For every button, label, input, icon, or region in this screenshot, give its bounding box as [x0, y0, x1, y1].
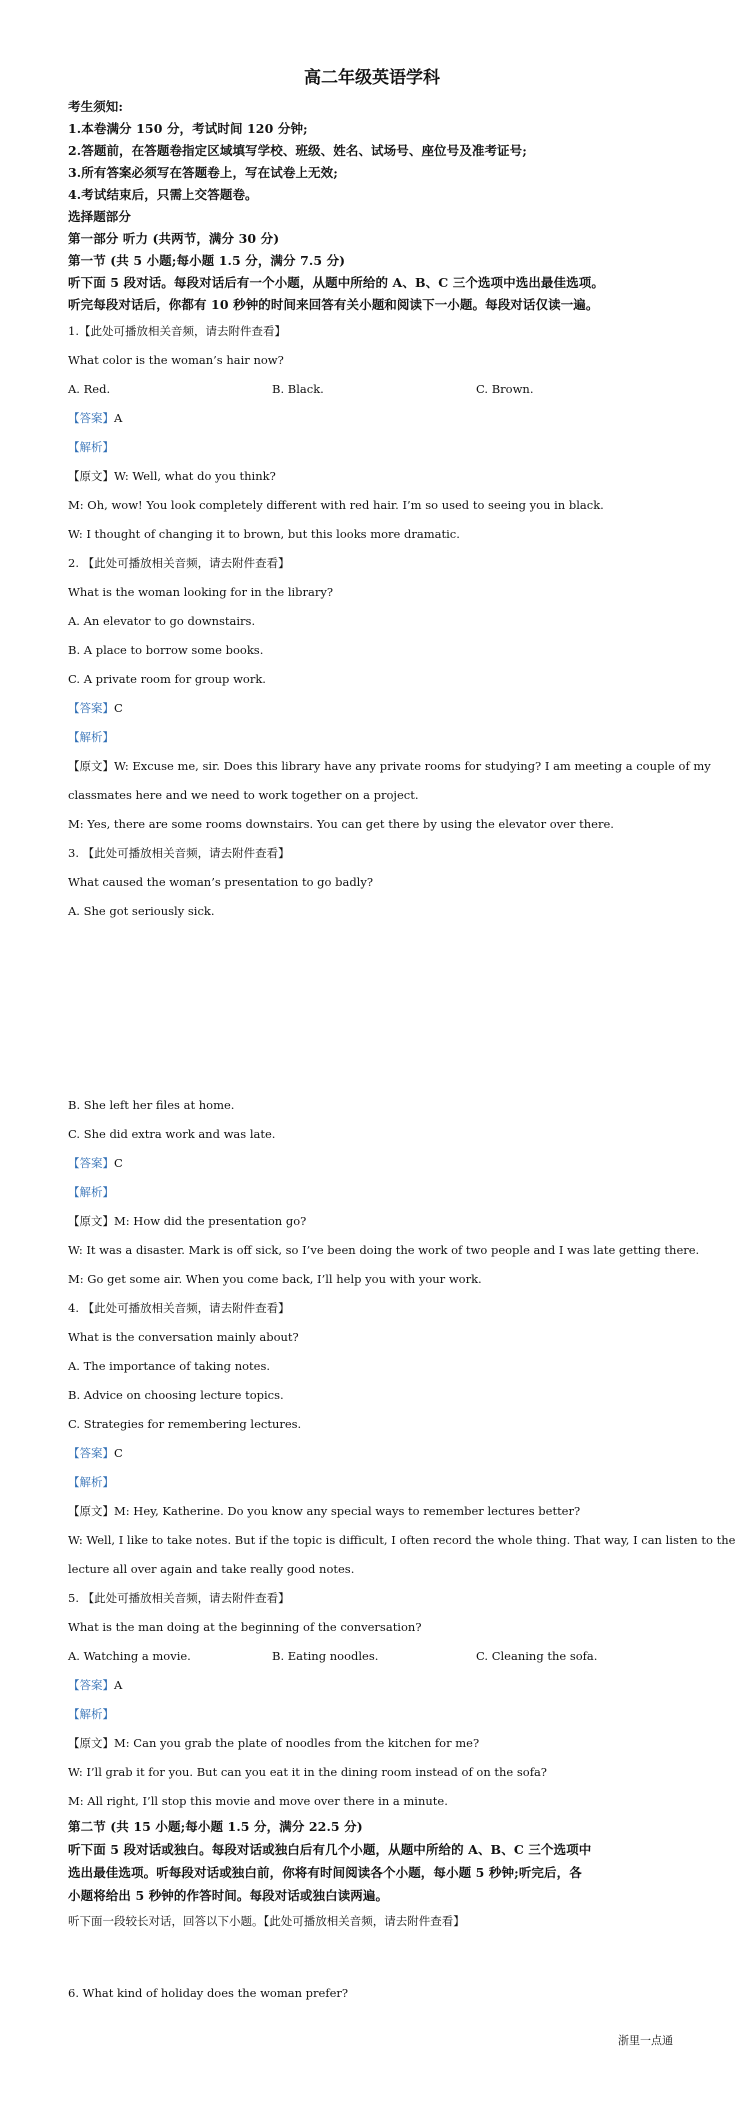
page-title: 高二年级英语学科 [304, 68, 440, 88]
answer-label: 【答案】 [68, 1156, 114, 1170]
question-text: What color is the woman’s hair now? [68, 353, 284, 367]
notice-item: 2.答题前，在答题卷指定区域填写学校、班级、姓名、试场号、座位号及准考证号; [68, 143, 527, 158]
transcript-text: M: How did the presentation go? [114, 1214, 307, 1228]
option-b: B. A place to borrow some books. [68, 643, 264, 657]
section2-instructions: 选出最佳选项。听每段对话或独白前，你将有时间阅读各个小题，每小题 5 秒钟;听完后，各 [68, 1865, 582, 1880]
notice-item: 1.本卷满分 150 分，考试时间 120 分钟; [68, 121, 308, 136]
transcript-line [68, 469, 276, 483]
audio-prompt[interactable]: 5. 【此处可播放相关音频，请去附件查看】 [68, 1591, 290, 1605]
transcript-line: W: It was a disaster. Mark is off sick, so I’ve been doing the work of two people and I was late getting there. [68, 1243, 700, 1257]
analysis-label: 【解析】 [68, 730, 114, 744]
answer-label: 【答案】 [68, 1446, 114, 1460]
question-text: What is the man doing at the beginning of the conversation? [68, 1620, 422, 1634]
section2-instructions: 小题将给出 5 秒钟的作答时间。每段对话或独白读两遍。 [68, 1888, 389, 1903]
option-c: C. Cleaning the sofa. [476, 1649, 598, 1663]
transcript-text: W: Excuse me, sir. Does this library have any private rooms for studying? I am meeting a couple of my [114, 759, 711, 773]
option-b: B. Black. [272, 382, 324, 396]
audio-prompt[interactable]: 4. 【此处可播放相关音频，请去附件查看】 [68, 1301, 290, 1315]
option-b: B. She left her files at home. [68, 1098, 235, 1112]
answer-value: A [114, 1678, 123, 1692]
notice-heading: 考生须知: [68, 99, 124, 114]
section2-heading: 第二节 (共 15 小题;每小题 1.5 分，满分 22.5 分) [68, 1819, 363, 1834]
transcript-label: 【原文】 [68, 1504, 114, 1518]
long-dialogue-note[interactable]: 听下面一段较长对话，回答以下小题。【此处可播放相关音频，请去附件查看】 [68, 1914, 465, 1928]
transcript-line [68, 1736, 479, 1750]
question-text: What caused the woman’s presentation to go badly? [68, 875, 374, 889]
option-a: A. An elevator to go downstairs. [68, 614, 256, 628]
transcript-text: W: Well, what do you think? [114, 469, 276, 483]
answer-value: C [114, 1156, 123, 1170]
answer-label: 【答案】 [68, 1678, 114, 1692]
audio-prompt[interactable]: 1.【此处可播放相关音频，请去附件查看】 [68, 324, 286, 338]
question-text: 6. What kind of holiday does the woman prefer? [68, 1986, 349, 2000]
transcript-line: classmates here and we need to work together on a project. [68, 788, 419, 802]
transcript-text: M: Can you grab the plate of noodles from the kitchen for me? [114, 1736, 480, 1750]
answer-label: 【答案】 [68, 411, 114, 425]
section1-instructions: 听下面 5 段对话。每段对话后有一个小题，从题中所给的 A、B、C 三个选项中选出最佳选项。 [68, 275, 604, 290]
answer-label: 【答案】 [68, 701, 114, 715]
option-b: B. Advice on choosing lecture topics. [68, 1388, 284, 1402]
option-a: A. The importance of taking notes. [68, 1359, 271, 1373]
analysis-label: 【解析】 [68, 440, 114, 454]
answer-line [68, 1678, 122, 1692]
transcript-line: W: Well, I like to take notes. But if the topic is difficult, I often record the whole thing. That way, I can listen to the [68, 1533, 736, 1547]
transcript-line [68, 1214, 306, 1228]
transcript-line [68, 1504, 580, 1518]
option-c: C. She did extra work and was late. [68, 1127, 276, 1141]
answer-line [68, 1156, 123, 1170]
notice-item: 3.所有答案必须写在答题卷上，写在试卷上无效; [68, 165, 338, 180]
option-b: B. Eating noodles. [272, 1649, 379, 1663]
part1-heading: 第一部分 听力 (共两节，满分 30 分) [68, 231, 280, 246]
analysis-label: 【解析】 [68, 1475, 114, 1489]
notice-item: 4.考试结束后，只需上交答题卷。 [68, 187, 258, 202]
answer-line [68, 701, 123, 715]
transcript-line: W: I’ll grab it for you. But can you eat it in the dining room instead of on the sofa? [68, 1765, 547, 1779]
transcript-line: W: I thought of changing it to brown, but this looks more dramatic. [68, 527, 460, 541]
transcript-line: M: All right, I’ll stop this movie and move over there in a minute. [68, 1794, 448, 1808]
transcript-line [68, 759, 711, 773]
option-c: C. Strategies for remembering lectures. [68, 1417, 302, 1431]
analysis-label: 【解析】 [68, 1185, 114, 1199]
transcript-line: lecture all over again and take really good notes. [68, 1562, 355, 1576]
answer-value: C [114, 1446, 123, 1460]
transcript-label: 【原文】 [68, 1736, 114, 1750]
option-a: A. She got seriously sick. [68, 904, 215, 918]
transcript-label: 【原文】 [68, 469, 114, 483]
option-c: C. A private room for group work. [68, 672, 266, 686]
analysis-label: 【解析】 [68, 1707, 114, 1721]
option-a: A. Red. [68, 382, 111, 396]
option-c: C. Brown. [476, 382, 534, 396]
transcript-text: M: Hey, Katherine. Do you know any special ways to remember lectures better? [114, 1504, 581, 1518]
footer-brand: 浙里一点通 [618, 2034, 673, 2047]
transcript-line: M: Yes, there are some rooms downstairs. You can get there by using the elevator over there. [68, 817, 614, 831]
answer-value: A [114, 411, 123, 425]
audio-prompt[interactable]: 3. 【此处可播放相关音频，请去附件查看】 [68, 846, 290, 860]
transcript-line: M: Go get some air. When you come back, I’ll help you with your work. [68, 1272, 482, 1286]
answer-line [68, 1446, 123, 1460]
audio-prompt[interactable]: 2. 【此处可播放相关音频，请去附件查看】 [68, 556, 290, 570]
option-a: A. Watching a movie. [68, 1649, 191, 1663]
section2-instructions: 听下面 5 段对话或独白。每段对话或独白后有几个小题，从题中所给的 A、B、C 三个选项中 [68, 1842, 592, 1857]
transcript-label: 【原文】 [68, 759, 114, 773]
transcript-label: 【原文】 [68, 1214, 114, 1228]
question-text: What is the woman looking for in the library? [68, 585, 334, 599]
answer-line [68, 411, 122, 425]
section1-instructions: 听完每段对话后，你都有 10 秒钟的时间来回答有关小题和阅读下一小题。每段对话仅读一遍。 [68, 297, 599, 312]
question-text: What is the conversation mainly about? [68, 1330, 299, 1344]
section-label: 选择题部分 [68, 209, 132, 224]
transcript-line: M: Oh, wow! You look completely different with red hair. I’m so used to seeing you in black. [68, 498, 604, 512]
section1-heading: 第一节 (共 5 小题;每小题 1.5 分，满分 7.5 分) [68, 253, 346, 268]
answer-value: C [114, 701, 123, 715]
